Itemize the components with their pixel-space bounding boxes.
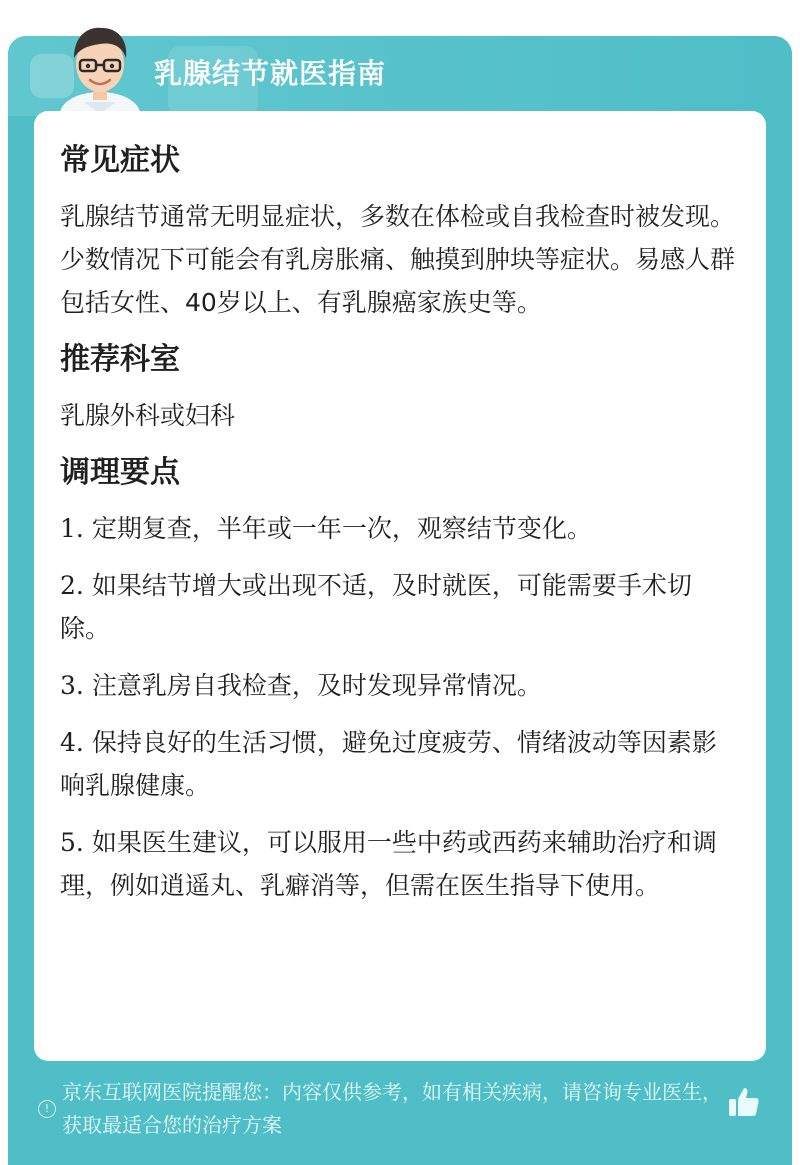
list-item xyxy=(60,821,740,907)
list-item-number: 5. xyxy=(60,828,84,857)
list-item-text: 注意乳房自我检查，及时发现异常情况。 xyxy=(91,671,542,700)
list-item-text: 保持良好的生活习惯，避免过度疲劳、情绪波动等因素影响乳腺健康。 xyxy=(60,728,717,800)
list-item-number: 1. xyxy=(60,514,84,543)
care-list xyxy=(60,507,740,907)
header-band xyxy=(8,36,792,116)
disclaimer-footer xyxy=(34,1076,766,1146)
list-item-text: 如果医生建议，可以服用一些中药或西药来辅助治疗和调理，例如逍遥丸、乳癖消等，但需在医生指导下使用。 xyxy=(60,828,717,900)
section-title-symptoms: 常见症状 xyxy=(60,143,180,178)
list-item xyxy=(60,564,740,650)
content-panel xyxy=(34,111,766,1061)
list-item xyxy=(60,664,740,707)
section-title-department: 推荐科室 xyxy=(60,342,180,377)
list-item-number: 2. xyxy=(60,571,84,600)
info-icon: ! xyxy=(38,1100,56,1118)
thumbs-up-icon[interactable] xyxy=(726,1084,762,1120)
section-title-care: 调理要点 xyxy=(60,455,180,490)
list-item-number: 3. xyxy=(60,671,84,700)
department-text: 乳腺外科或妇科 xyxy=(60,401,236,430)
list-item-text: 如果结节增大或出现不适，及时就医，可能需要手术切除。 xyxy=(60,571,692,643)
doctor-avatar-icon xyxy=(46,10,154,118)
disclaimer-text: 京东互联网医院提醒您：内容仅供参考，如有相关疾病，请咨询专业医生，获取最适合您的治疗方案 xyxy=(62,1080,722,1137)
guide-card xyxy=(8,36,792,1165)
symptoms-text: 乳腺结节通常无明显症状，多数在体检或自我检查时被发现。少数情况下可能会有乳房胀痛、触摸到肿块等症状。易感人群包括女性、40岁以上、有乳腺癌家族史等。 xyxy=(60,202,736,317)
list-item-number: 4. xyxy=(60,728,84,757)
list-item-text: 定期复查，半年或一年一次，观察结节变化。 xyxy=(91,514,592,543)
list-item xyxy=(60,721,740,807)
page-title: 乳腺结节就医指南 xyxy=(154,57,387,90)
list-item xyxy=(60,507,740,550)
